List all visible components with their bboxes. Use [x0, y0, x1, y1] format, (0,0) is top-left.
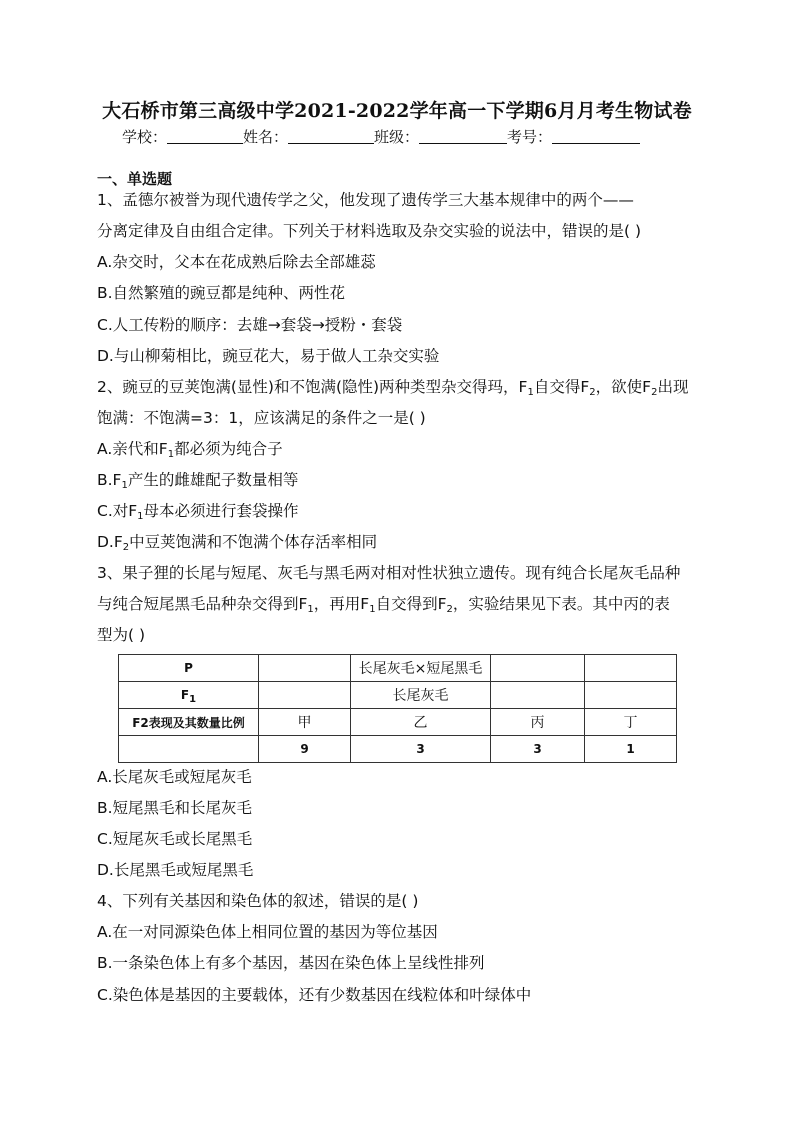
- name-blank[interactable]: [288, 129, 374, 144]
- school-label: 学校：: [122, 128, 168, 146]
- class-blank[interactable]: [419, 129, 507, 144]
- table-cell: 甲: [259, 709, 351, 736]
- q2-option-c: C.对$F_1$母本必须进行套袋操作: [97, 502, 299, 522]
- school-blank[interactable]: [167, 129, 243, 144]
- table-row: [119, 655, 677, 682]
- section-title: 一、单选题: [97, 170, 173, 188]
- table-row: [119, 682, 677, 709]
- table-cell: $F_1$: [119, 682, 259, 709]
- q3-stem-line3: 型为( ): [97, 626, 146, 644]
- table-row: [119, 709, 677, 736]
- table-row: [119, 736, 677, 763]
- table-cell: P: [119, 655, 259, 682]
- q2-option-d: $D.F_2$中豆荚饱满和不饱满个体存活率相同: [97, 533, 378, 553]
- q2-stem-line1: 2、豌豆的豆荚饱满(显性)和不饱满(隐性)两种类型杂交得玛，$F_1$自交得$F_2$，欲使$F_2$出现: [97, 378, 689, 398]
- table-cell: 3: [491, 736, 585, 763]
- student-info-line: [122, 126, 640, 147]
- q3-stem-line1: 3、果子狸的长尾与短尾、灰毛与黑毛两对相对性状独立遗传。现有纯合长尾灰毛品种: [97, 564, 681, 582]
- q3-option-c: C.短尾灰毛或长尾黑毛: [97, 830, 253, 848]
- q1-option-a: A.杂交时，父本在花成熟后除去全部雄蕊: [97, 253, 376, 271]
- q2-option-a: A.亲代和$F_1$都必须为纯合子: [97, 440, 283, 460]
- name-label: 姓名：: [243, 128, 289, 146]
- exam-title: 大石桥市第三高级中学2021-2022学年高一下学期6月月考生物试卷: [102, 100, 692, 122]
- q2-stem-line2: 饱满：不饱满=3：1，应该满足的条件之一是( ): [97, 409, 426, 427]
- q1-option-b: B.自然繁殖的豌豆都是纯种、两性花: [97, 284, 346, 302]
- q1-stem-line1: 1、孟德尔被誉为现代遗传学之父，他发现了遗传学三大基本规律中的两个——: [97, 191, 634, 209]
- q1-option-c: C.人工传粉的顺序：去雄→套袋→授粉・套袋: [97, 316, 403, 334]
- table-cell: [259, 682, 351, 709]
- table-cell: 乙: [351, 709, 491, 736]
- q4-stem: 4、下列有关基因和染色体的叙述，错误的是( ): [97, 892, 419, 910]
- table-cell: 长尾灰毛: [351, 682, 491, 709]
- q4-option-c: C.染色体是基因的主要载体，还有少数基因在线粒体和叶绿体中: [97, 986, 532, 1004]
- table-cell: F2表现及其数量比例: [119, 709, 259, 736]
- table-cell: [585, 682, 677, 709]
- table-cell: 3: [351, 736, 491, 763]
- exam-number-blank[interactable]: [552, 129, 640, 144]
- q3-option-a: A.长尾灰毛或短尾灰毛: [97, 768, 252, 786]
- q3-option-d: D.长尾黑毛或短尾黑毛: [97, 861, 254, 879]
- table-cell: 丁: [585, 709, 677, 736]
- table-cell: [585, 655, 677, 682]
- table-cell: 1: [585, 736, 677, 763]
- table-cell: 丙: [491, 709, 585, 736]
- table-cell: 长尾灰毛×短尾黑毛: [351, 655, 491, 682]
- table-cell: [491, 682, 585, 709]
- table-cell: [491, 655, 585, 682]
- q3-stem-line2: 与纯合短尾黑毛品种杂交得到$F_1$，再用$F_1$自交得到$F_2$，实验结果见下表。其中丙的表: [97, 595, 670, 615]
- exam-number-label: 考号：: [507, 128, 553, 146]
- q3-results-table: [118, 654, 677, 763]
- q1-stem-line2: 分离定律及自由组合定律。下列关于材料选取及杂交实验的说法中，错误的是( ): [97, 222, 642, 240]
- q4-option-a: A.在一对同源染色体上相同位置的基因为等位基因: [97, 923, 438, 941]
- q2-option-b: $B.F_1$产生的雌雄配子数量相等: [97, 471, 299, 491]
- q4-option-b: B.一条染色体上有多个基因，基因在染色体上呈线性排列: [97, 954, 485, 972]
- table-cell: [119, 736, 259, 763]
- q3-option-b: B.短尾黑毛和长尾灰毛: [97, 799, 253, 817]
- table-cell: 9: [259, 736, 351, 763]
- table-cell: [259, 655, 351, 682]
- class-label: 班级：: [374, 128, 420, 146]
- q1-option-d: D.与山柳菊相比，豌豆花大，易于做人工杂交实验: [97, 347, 440, 365]
